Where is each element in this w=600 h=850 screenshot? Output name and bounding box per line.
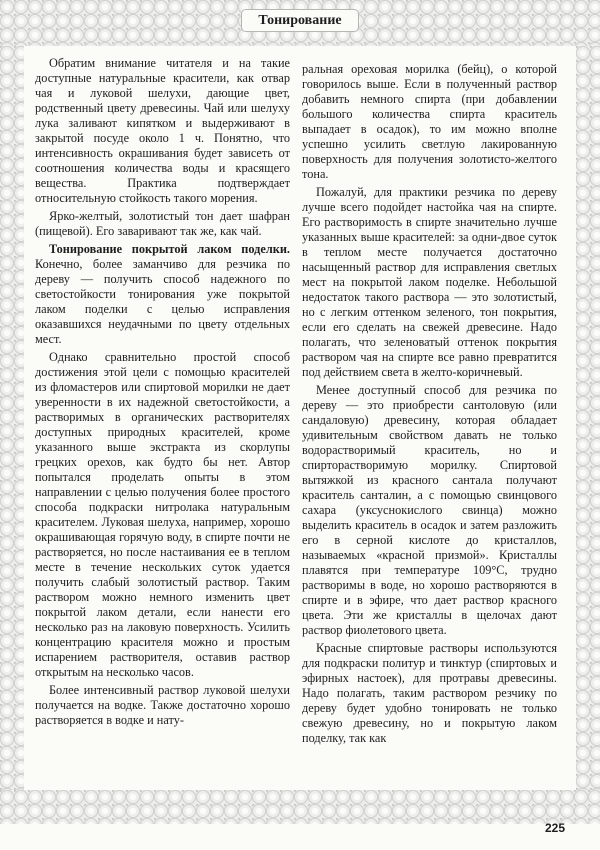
left-ornament-band (0, 46, 24, 806)
paragraph: Более интенсивный раствор луковой шелухи получается на водке. Также достаточно хорошо растворяется в водке и нату- (35, 683, 290, 727)
paragraph-with-heading (35, 242, 290, 347)
paragraph: Красные спиртовые растворы используются для подкраски политур и тинктур (спиртовых и эфирных настоек), для протравы древесины. Надо полагать, таким раствором резчику по дереву будет удобно тонировать не только свежую древесину, но и покрытую лаком поделку, так как (302, 641, 557, 745)
right-ornament-band (576, 46, 600, 806)
paragraph-text: Конечно, более заманчиво для резчика по дереву — получить способ надежного по светостойкости тонирования уже покрытой лаком поделки с целью исправления оказавшихся неудачными по цвету отдельных мест. (35, 257, 290, 346)
paragraph: ральная ореховая морилка (бейц), о которой говорилось выше. Если в полученный раствор добавить немного спирта (при добавлении большого количества спирта краситель выпадает в осадок), то им можно вполне успешно усилить светлую лакированную поверхность для получения золотисто-желтого тона. (302, 62, 557, 181)
left-column (35, 56, 290, 731)
bottom-ornament-band (0, 790, 600, 824)
paragraph: Обратим внимание читателя и на такие доступные натуральные красители, как отвар чая и луковой шелухи, дающие цвет, родственный цвету древесины. Чай или шелуху лука заливают кипятком и выдерживают в закрытой посуде около 1 ч. Понятно, что интенсивность окрашивания будет зависеть от соотношения количества воды и красящего вещества. Практика подтверждает относительную стойкость такого морения. (35, 56, 290, 205)
paragraph: Однако сравнительно простой способ достижения этой цели с помощью красителей из фломастеров или спиртовой морилки не дает уверенности в их надежной светостойкости, а растворимых в органических растворителях доступных природных красителей, кроме указанного выше экстракта из скорлупы грецких орехов, как будто бы нет. Автор попытался проделать опыты в этом направлении с целью получения более простого способа подкраски нитролака натуральным красителем. Луковая шелуха, например, хорошо окрашивающая горячую воду, в спирте почти не растворяется, но после настаивания ее в теплом месте в течение нескольких суток удается получить слабый золотистый раствор. Таким раствором можно немного изменить цвет покрытой лаком детали, если нанести его несколько раз на лаковую поверхность. Усилить концентрацию красителя можно и простым испарением растворителя, оставив раствор открытым на несколько часов. (35, 350, 290, 679)
running-header (0, 7, 600, 35)
right-column (302, 62, 557, 749)
page-number: 225 (545, 821, 566, 835)
paragraph: Пожалуй, для практики резчика по дереву лучше всего подойдет настойка чая на спирте. Его растворимость в спирте значительно лучше указанных выше красителей: за одни-двое суток в теплом месте получается достаточно насыщенный раствор для исправления светлых мест на покрытой лаком поделке. Небольшой недостаток такого раствора — это золотистый, но с легким оттенком зеленого, тон покрытия, если его сделать на свежей древесине. Надо полагать, что зеленоватый оттенок покрытия раствором чая на спирте все равно превратится под действием света в желто-коричневый. (302, 185, 557, 379)
paragraph: Менее доступный способ для резчика по дереву — это приобрести сантоловую (или сандаловую) древесину, которая обладает удивительным свойством давать не только водорастворимый краситель, но и спирторастворимую морилку. Спиртовой вытяжкой из красного сантала получают краситель санталин, а с помощью свинцового сахара (уксуснокислого свинца) можно выделить краситель в осадок и затем разложить его в серной кислоте до кристаллов, называемых «красной призмой». Кристаллы плавятся при температуре 109°С, трудно растворимы в воде, но хорошо растворяются в спирте и в эфире, что дает раствор красного цвета. Эти же кристаллы в щелочах дают раствор фиолетового цвета. (302, 383, 557, 637)
page-title: Тонирование (242, 10, 357, 31)
paragraph: Ярко-желтый, золотистый тон дает шафран (пищевой). Его заваривают так же, как чай. (35, 209, 290, 238)
section-heading: Тонирование покрытой лаком поделки. (49, 242, 290, 256)
